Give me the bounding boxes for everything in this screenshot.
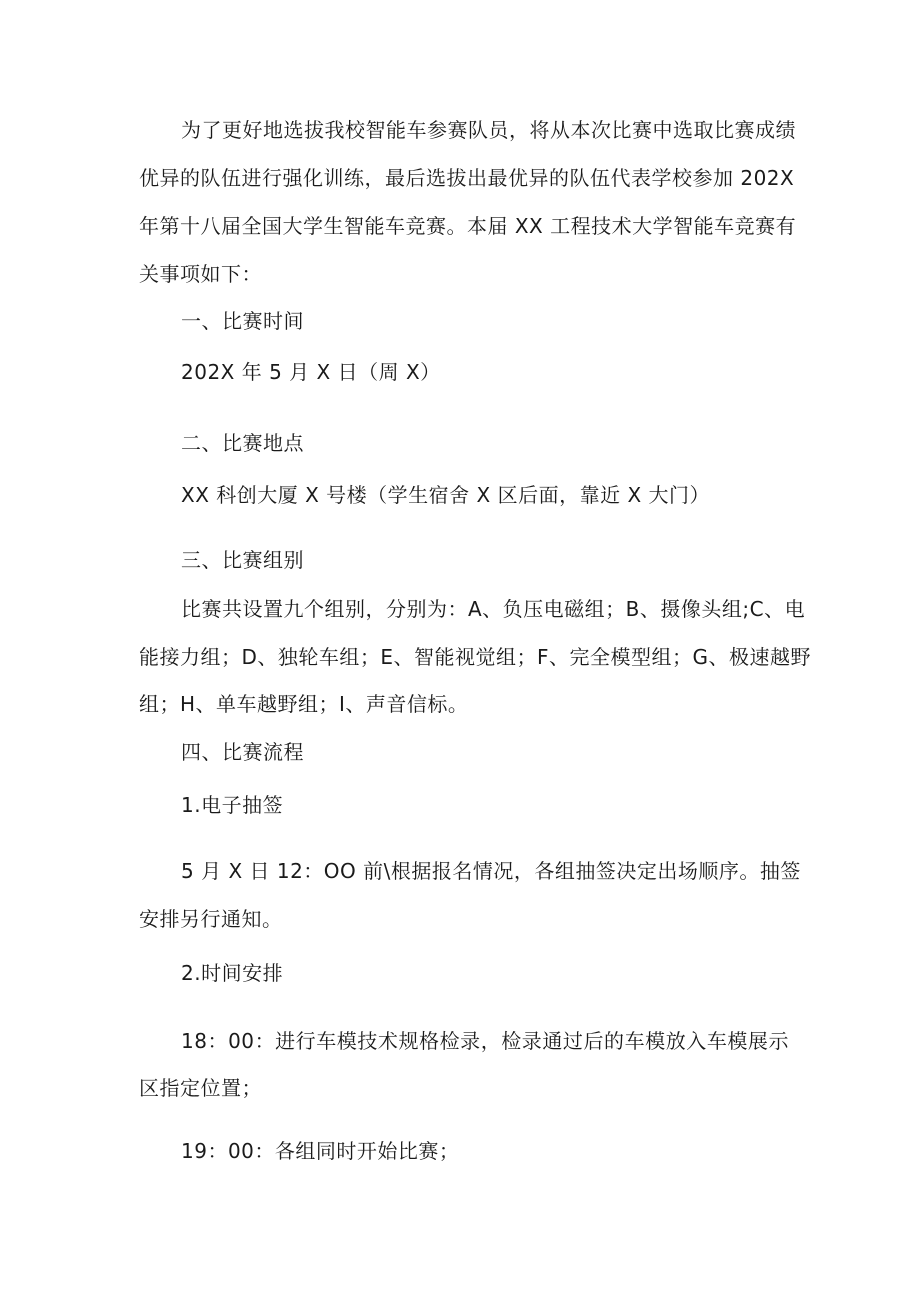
section3-body-line-1: 比赛共设置九个组别，分别为：A、负压电磁组；B、摄像头组;C、电 <box>181 597 806 621</box>
section3-heading: 三、比赛组别 <box>181 548 304 572</box>
intro-line-4: 关事项如下： <box>139 262 262 286</box>
step2-item2: 19：00：各组同时开始比赛； <box>181 1139 460 1163</box>
section3-body-line-2: 能接力组；D、独轮车组；E、智能视觉组；F、完全模型组；G、极速越野 <box>139 645 812 669</box>
step1-body-line-1: 5 月 X 日 12：OO 前\根据报名情况，各组抽签决定出场顺序。抽签 <box>181 859 801 883</box>
step2-item1-line-2: 区指定位置； <box>139 1076 262 1100</box>
section2-body: XX 科创大厦 X 号楼（学生宿舍 X 区后面，靠近 X 大门） <box>181 483 711 507</box>
step1-heading: 1.电子抽签 <box>181 793 284 817</box>
intro-line-1: 为了更好地选拔我校智能车参赛队员，将从本次比赛中选取比赛成绩 <box>181 118 796 142</box>
step2-item1-line-1: 18：00：进行车模技术规格检录，检录通过后的车模放入车模展示 <box>181 1029 789 1053</box>
section1-body: 202X 年 5 月 X 日（周 X） <box>181 360 441 384</box>
section1-heading: 一、比赛时间 <box>181 309 304 333</box>
step1-body-line-2: 安排另行通知。 <box>139 907 283 931</box>
step2-heading: 2.时间安排 <box>181 961 284 985</box>
section3-body-line-3: 组；H、单车越野组；I、声音信标。 <box>139 692 469 716</box>
section4-heading: 四、比赛流程 <box>181 740 304 764</box>
intro-line-3: 年第十八届全国大学生智能车竞赛。本届 XX 工程技术大学智能车竞赛有 <box>139 214 797 238</box>
intro-line-2: 优异的队伍进行强化训练，最后选拔出最优异的队伍代表学校参加 202X <box>139 166 795 190</box>
section2-heading: 二、比赛地点 <box>181 431 304 455</box>
